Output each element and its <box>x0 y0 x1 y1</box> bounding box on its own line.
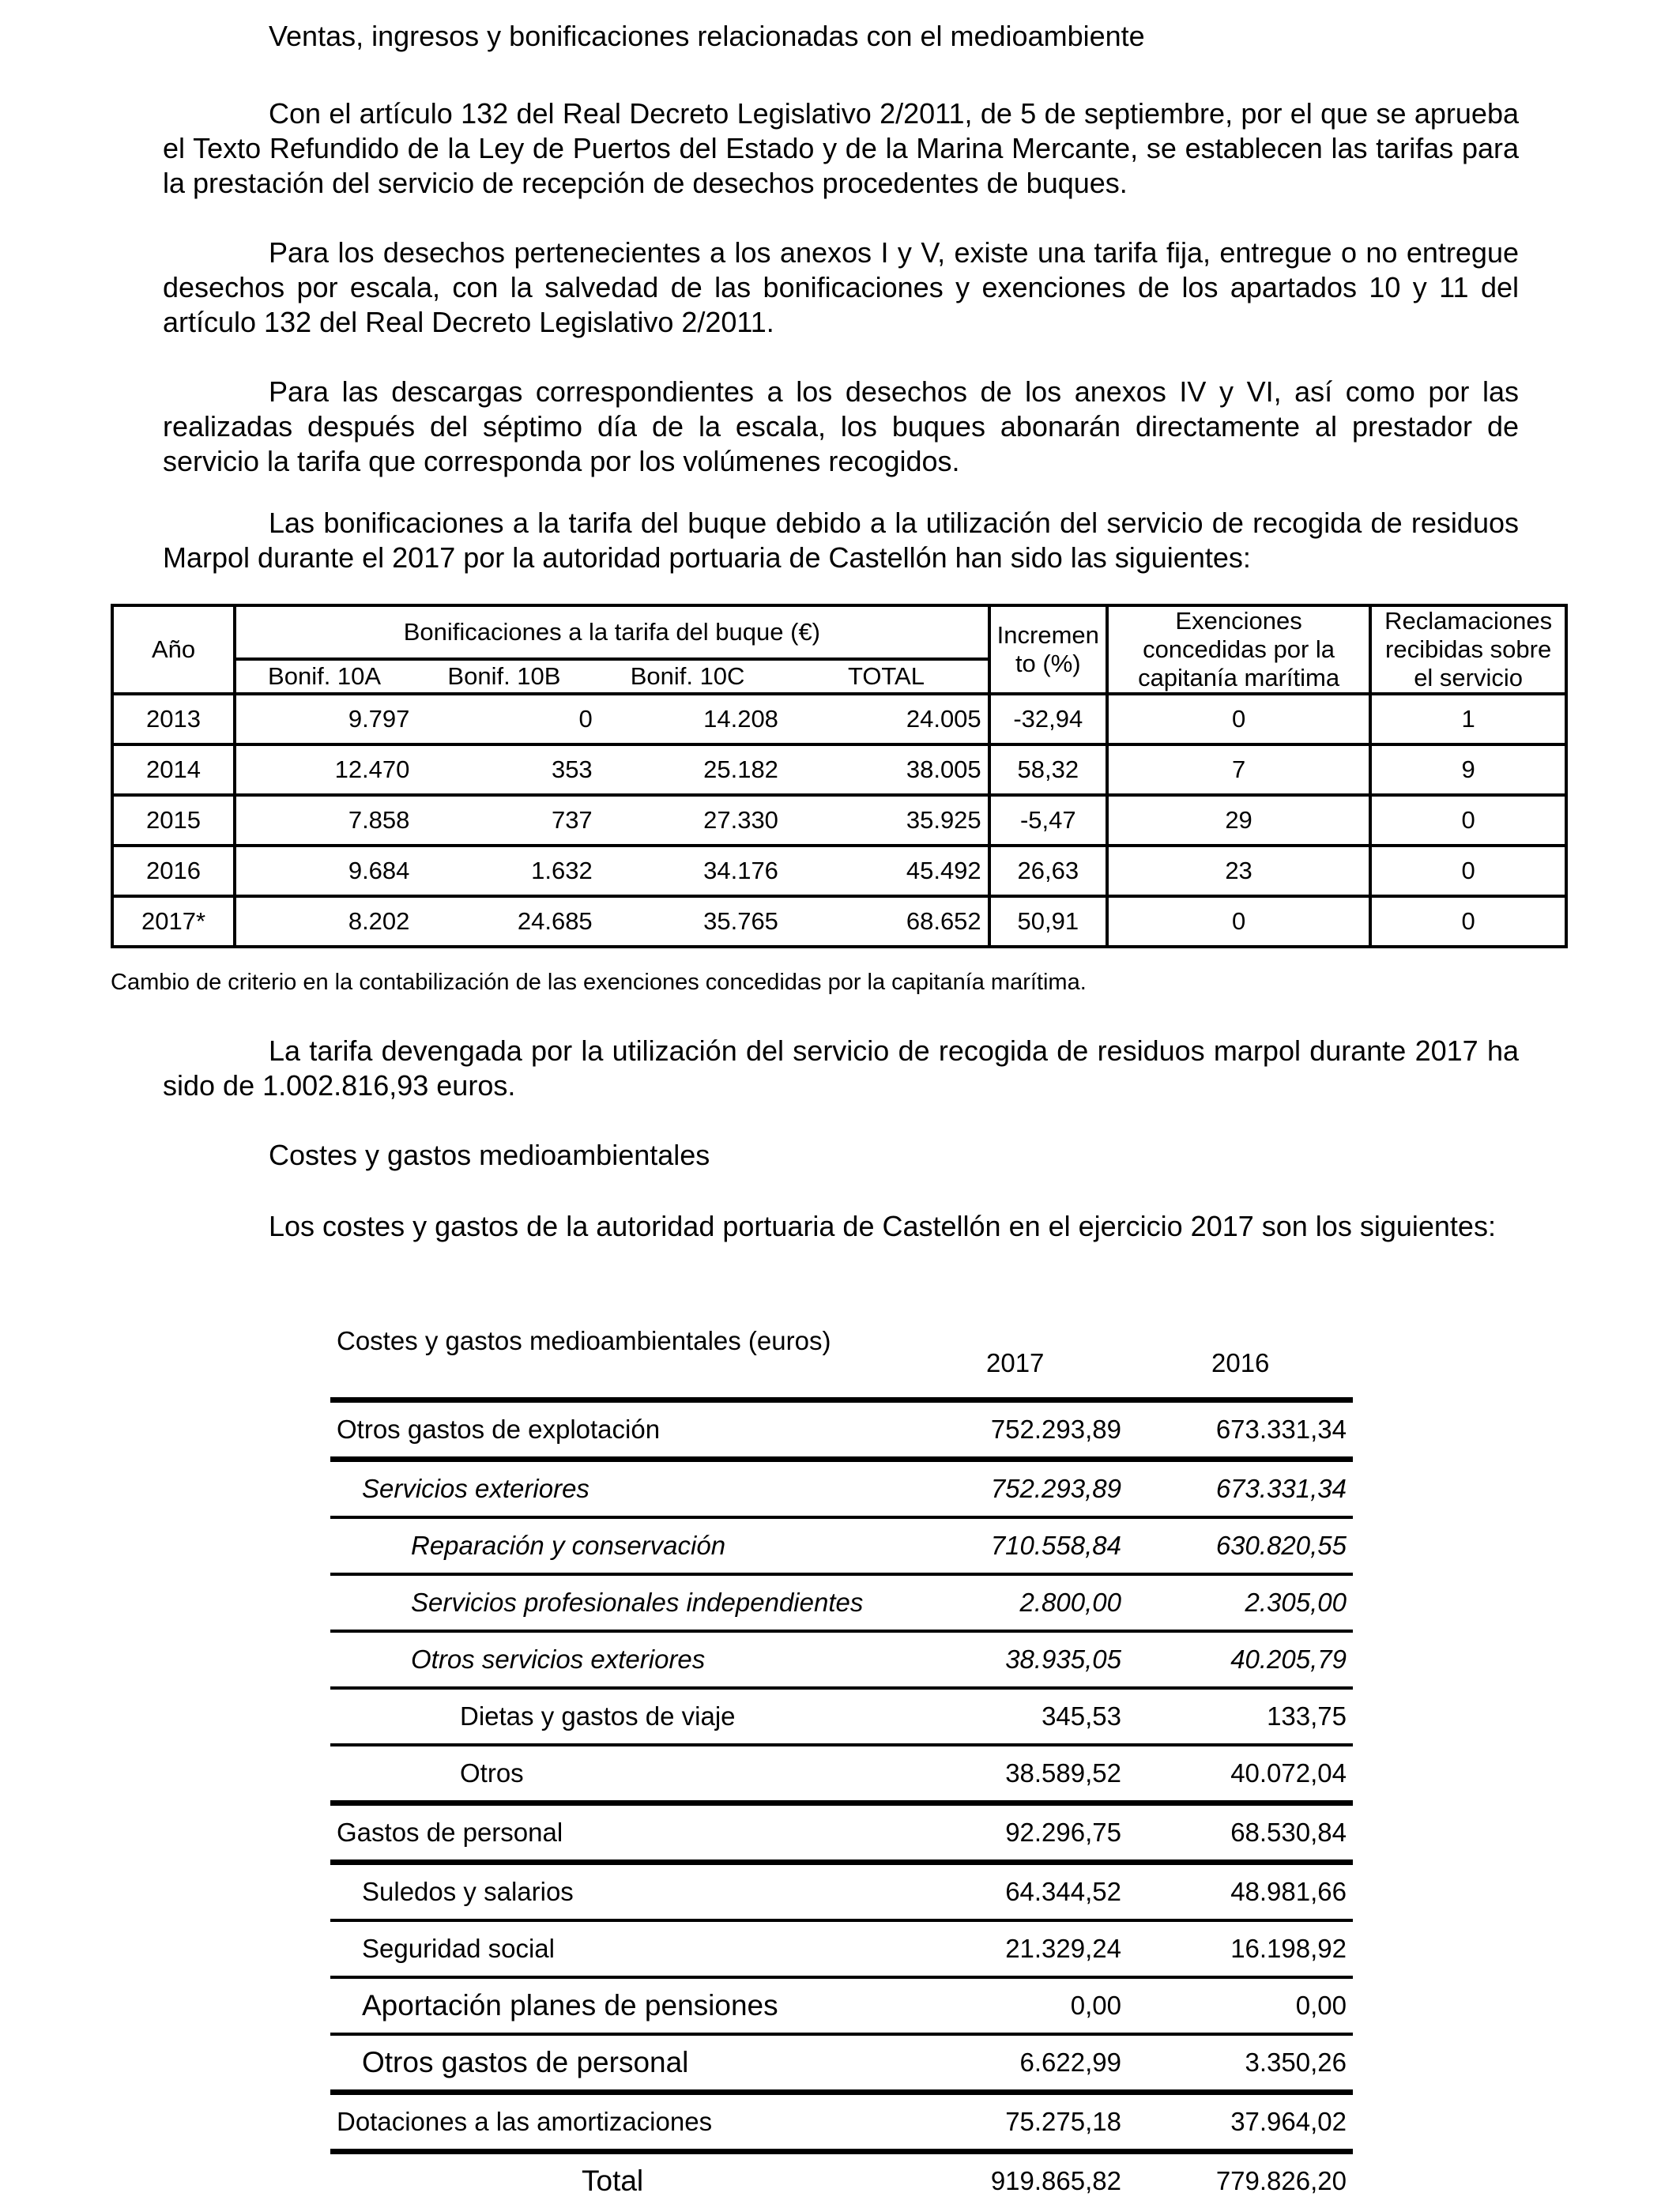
paragraph-tarifa-devengada: La tarifa devengada por la utilización del servicio de recogida de residuos marpol durante 2017 ha sido de 1.002.816,93 euros. <box>163 1034 1519 1102</box>
cell-total: 38.005 <box>785 744 989 795</box>
header-exenciones: Exenciones concedidas por la capitanía marítima <box>1107 605 1370 694</box>
row-label: Servicios profesionales independientes <box>411 1588 864 1617</box>
cell-total: 68.652 <box>785 896 989 947</box>
cell-exenciones: 23 <box>1107 846 1370 896</box>
cell-bonif-10b: 737 <box>416 795 598 846</box>
cell-total: 24.005 <box>785 694 989 744</box>
cell-bonif-10a: 7.858 <box>235 795 416 846</box>
cell-incremento: -5,47 <box>989 795 1107 846</box>
row-value-2017: 38.935,05 <box>1005 1645 1121 1674</box>
cell-exenciones: 7 <box>1107 744 1370 795</box>
header-total: TOTAL <box>785 659 989 694</box>
paragraph-anexos-i-v: Para los desechos pertenecientes a los anexos I y V, existe una tarifa fija, entregue o no entregue desechos por escala, con la salvedad de las bonificaciones y exenciones de los apartados 10 y 11 del artículo 132 del Real Decreto Legislativo 2/2011. <box>163 236 1519 338</box>
paragraph-bonificaciones-intro: Las bonificaciones a la tarifa del buque debido a la utilización del servicio de recogida de residuos Marpol durante el 2017 por la autoridad portuaria de Castellón han sido las siguientes: <box>163 507 1519 574</box>
section-title-costes: Costes y gastos medioambientales <box>269 1139 710 1171</box>
row-value-2016: 40.072,04 <box>1230 1758 1347 1788</box>
row-label: Otros gastos de personal <box>362 2046 689 2078</box>
row-label-total: Total <box>582 2165 644 2197</box>
row-value-2017: 75.275,18 <box>1005 2107 1121 2136</box>
table-row <box>330 1519 1353 1576</box>
costes-table-header <box>330 1320 1353 1403</box>
cell-bonif-10b: 353 <box>416 744 598 795</box>
table-row <box>112 744 1566 795</box>
table-row <box>112 694 1566 744</box>
header-anio: Año <box>112 605 235 694</box>
row-label: Seguridad social <box>362 1934 555 1963</box>
row-label: Dotaciones a las amortizaciones <box>337 2107 713 2136</box>
row-value-2016: 0,00 <box>1295 1991 1347 2020</box>
row-value-2016: 779.826,20 <box>1215 2166 1347 2195</box>
row-label: Suledos y salarios <box>362 1877 574 1906</box>
row-value-2016: 2.305,00 <box>1245 1588 1347 1617</box>
costes-header-label: Costes y gastos medioambientales (euros) <box>337 1326 831 1355</box>
header-reclamaciones: Reclamaciones recibidas sobre el servicio <box>1370 605 1566 694</box>
table-row <box>330 2095 1353 2154</box>
cell-incremento: 26,63 <box>989 846 1107 896</box>
row-value-2017: 919.865,82 <box>990 2166 1121 2195</box>
row-value-2016: 37.964,02 <box>1230 2107 1347 2136</box>
bonificaciones-table <box>111 604 1568 948</box>
table-row <box>330 1922 1353 1979</box>
cell-reclamaciones: 0 <box>1370 846 1566 896</box>
cell-bonif-10c: 14.208 <box>599 694 785 744</box>
cell-incremento: 50,91 <box>989 896 1107 947</box>
row-label: Aportación planes de pensiones <box>362 1989 778 2021</box>
row-value-2016: 3.350,26 <box>1245 2048 1347 2077</box>
table-row <box>112 846 1566 896</box>
row-value-2016: 133,75 <box>1267 1701 1347 1731</box>
table-row <box>330 1690 1353 1746</box>
row-value-2017: 710.558,84 <box>990 1531 1121 1560</box>
cell-incremento: 58,32 <box>989 744 1107 795</box>
row-value-2016: 68.530,84 <box>1230 1818 1347 1847</box>
costes-table <box>330 1320 1353 2208</box>
row-value-2016: 673.331,34 <box>1215 1474 1347 1503</box>
paragraph-articulo-132: Con el artículo 132 del Real Decreto Legislativo 2/2011, de 5 de septiembre, por el que se aprueba el Texto Refundido de la Ley de Puertos del Estado y de la Marina Mercante, se establecen las tarifas para la prestación del servicio de recepción de desechos procedentes de buques. <box>163 97 1519 199</box>
row-label: Otros servicios exteriores <box>411 1645 706 1674</box>
row-value-2017: 2.800,00 <box>1019 1588 1121 1617</box>
cell-bonif-10b: 0 <box>416 694 598 744</box>
cell-reclamaciones: 1 <box>1370 694 1566 744</box>
cell-reclamaciones: 9 <box>1370 744 1566 795</box>
row-value-2016: 16.198,92 <box>1230 1934 1347 1963</box>
table-row <box>330 1979 1353 2036</box>
cell-bonif-10a: 12.470 <box>235 744 416 795</box>
table-row <box>330 1576 1353 1633</box>
row-label: Otros <box>460 1758 524 1788</box>
row-value-2016: 673.331,34 <box>1215 1415 1347 1444</box>
table-row <box>112 896 1566 947</box>
table-row <box>330 1633 1353 1690</box>
cell-exenciones: 0 <box>1107 896 1370 947</box>
row-value-2017: 752.293,89 <box>990 1415 1121 1444</box>
cell-exenciones: 0 <box>1107 694 1370 744</box>
row-value-2017: 6.622,99 <box>1019 2048 1121 2077</box>
cell-bonif-10b: 1.632 <box>416 846 598 896</box>
header-bonificaciones-group: Bonificaciones a la tarifa del buque (€) <box>235 605 989 659</box>
cell-bonif-10a: 8.202 <box>235 896 416 947</box>
row-value-2017: 0,00 <box>1070 1991 1121 2020</box>
cell-reclamaciones: 0 <box>1370 795 1566 846</box>
header-bonif-10b: Bonif. 10B <box>416 659 598 694</box>
header-bonif-10c: Bonif. 10C <box>599 659 785 694</box>
row-value-2017: 64.344,52 <box>1005 1877 1121 1906</box>
cell-anio: 2017* <box>112 896 235 947</box>
cell-anio: 2016 <box>112 846 235 896</box>
cell-bonif-10b: 24.685 <box>416 896 598 947</box>
row-value-2017: 38.589,52 <box>1005 1758 1121 1788</box>
table-row <box>330 1865 1353 1922</box>
row-label: Otros gastos de explotación <box>337 1415 661 1444</box>
row-value-2016: 40.205,79 <box>1230 1645 1347 1674</box>
cell-total: 45.492 <box>785 846 989 896</box>
table-row <box>330 1462 1353 1519</box>
paragraph-anexos-iv-vi: Para las descargas correspondientes a los desechos de los anexos IV y VI, así como por las realizadas después del séptimo día de la escala, los buques abonarán directamente al prestador de servicio la tarifa que corresponda por los volúmenes recogidos. <box>163 375 1519 477</box>
row-value-2017: 21.329,24 <box>1005 1934 1121 1963</box>
cell-anio: 2013 <box>112 694 235 744</box>
cell-bonif-10c: 25.182 <box>599 744 785 795</box>
table-row <box>330 1746 1353 1806</box>
header-incremento: Incremen to (%) <box>989 605 1107 694</box>
row-value-2017: 752.293,89 <box>990 1474 1121 1503</box>
row-value-2017: 92.296,75 <box>1005 1818 1121 1847</box>
cell-bonif-10c: 27.330 <box>599 795 785 846</box>
row-label: Dietas y gastos de viaje <box>460 1701 736 1731</box>
table-row <box>330 1806 1353 1865</box>
cell-reclamaciones: 0 <box>1370 896 1566 947</box>
cell-exenciones: 29 <box>1107 795 1370 846</box>
section-title-ventas: Ventas, ingresos y bonificaciones relacionadas con el medioambiente <box>269 20 1145 52</box>
cell-bonif-10c: 35.765 <box>599 896 785 947</box>
header-bonif-10a: Bonif. 10A <box>235 659 416 694</box>
row-label: Reparación y conservación <box>411 1531 726 1560</box>
table-footnote: Cambio de criterio en la contabilización de las exenciones concedidas por la capitanía marítima. <box>111 970 1087 995</box>
table-row <box>112 795 1566 846</box>
cell-total: 35.925 <box>785 795 989 846</box>
table-row-total <box>330 2154 1353 2208</box>
row-value-2017: 345,53 <box>1042 1701 1121 1731</box>
table-row <box>330 1403 1353 1462</box>
costes-header-year-2016: 2016 <box>1211 1348 1270 1377</box>
row-label: Servicios exteriores <box>362 1474 590 1503</box>
row-value-2016: 630.820,55 <box>1215 1531 1347 1560</box>
row-label: Gastos de personal <box>337 1818 563 1847</box>
table-row <box>330 2036 1353 2095</box>
cell-bonif-10c: 34.176 <box>599 846 785 896</box>
row-value-2016: 48.981,66 <box>1230 1877 1347 1906</box>
paragraph-costes-intro: Los costes y gastos de la autoridad portuaria de Castellón en el ejercicio 2017 son los siguientes: <box>269 1210 1496 1242</box>
cell-anio: 2014 <box>112 744 235 795</box>
cell-bonif-10a: 9.684 <box>235 846 416 896</box>
cell-incremento: -32,94 <box>989 694 1107 744</box>
cell-bonif-10a: 9.797 <box>235 694 416 744</box>
costes-header-year-2017: 2017 <box>986 1348 1045 1377</box>
cell-anio: 2015 <box>112 795 235 846</box>
